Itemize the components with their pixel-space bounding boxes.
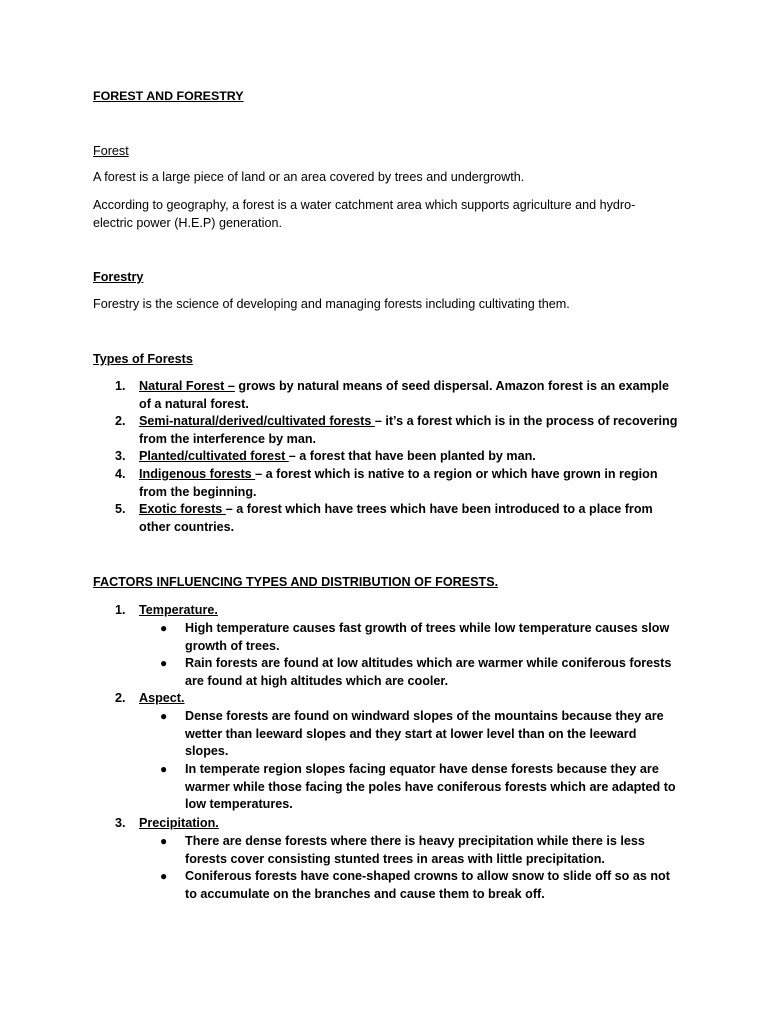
forestry-heading: Forestry xyxy=(93,270,144,284)
type-term: Semi-natural/derived/cultivated forests xyxy=(139,414,375,428)
type-term: Natural Forest – xyxy=(139,379,235,393)
factors-heading: FACTORS INFLUENCING TYPES AND DISTRIBUTION OF FORESTS. xyxy=(93,575,499,589)
page-title: FOREST AND FORESTRY xyxy=(93,89,244,103)
type-description: – a forest that have been planted by man. xyxy=(288,449,536,463)
bullet-icon: ● xyxy=(160,869,168,883)
bullet-icon: ● xyxy=(160,621,168,635)
list-number: 1. xyxy=(115,603,126,617)
type-description: – it’s a forest which is in the process of recovering from the interference by man. xyxy=(139,414,678,446)
bullet-text: Coniferous forests have cone-shaped crowns to allow snow to slide off so as not to accumulate on the branches and cause them to break off. xyxy=(185,869,670,901)
list-number: 5. xyxy=(115,502,126,516)
type-term: Planted/cultivated forest xyxy=(139,449,289,463)
types-heading: Types of Forests xyxy=(93,352,193,366)
forest-geography-definition: According to geography, a forest is a water catchment area which supports agriculture and hydro-electric power (H.E.P) generation. xyxy=(93,198,636,230)
list-number: 2. xyxy=(115,691,126,705)
factor-item-1 xyxy=(93,602,678,620)
factor-1-bullet-1 xyxy=(93,620,678,655)
forest-heading: Forest xyxy=(93,144,129,158)
type-item-4 xyxy=(93,466,678,501)
bullet-icon: ● xyxy=(160,709,168,723)
forestry-definition: Forestry is the science of developing and managing forests including cultivating them. xyxy=(93,297,570,311)
factor-term: Temperature. xyxy=(139,603,218,617)
type-item-3 xyxy=(93,448,678,466)
type-term: Exotic forests xyxy=(139,502,226,516)
factor-item-2 xyxy=(93,690,678,708)
bullet-text: Rain forests are found at low altitudes which are warmer while coniferous forests are found at high altitudes which are cooler. xyxy=(185,656,672,688)
type-item-2 xyxy=(93,413,678,448)
list-number: 4. xyxy=(115,467,126,481)
list-number: 3. xyxy=(115,816,126,830)
list-number: 3. xyxy=(115,449,126,463)
type-item-1 xyxy=(93,378,678,413)
factor-1-bullet-2 xyxy=(93,655,678,690)
factor-term: Aspect. xyxy=(139,691,185,705)
factor-2-bullet-1 xyxy=(93,708,678,761)
bullet-text: In temperate region slopes facing equator have dense forests because they are warmer while those facing the poles have coniferous forests which are adapted to low temperatures. xyxy=(185,762,676,812)
bullet-text: Dense forests are found on windward slopes of the mountains because they are wetter than leeward slopes and they start at lower level than on the leeward slopes. xyxy=(185,709,664,759)
factor-item-3 xyxy=(93,815,678,833)
type-description: grows by natural means of seed dispersal. Amazon forest is an example of a natural forest. xyxy=(139,379,670,411)
factor-3-bullet-2 xyxy=(93,868,678,903)
factor-3-bullet-1 xyxy=(93,833,678,868)
type-term: Indigenous forests xyxy=(139,467,256,481)
type-description: – a forest which is native to a region or which have grown in region from the beginning. xyxy=(139,467,658,499)
forest-definition: A forest is a large piece of land or an area covered by trees and undergrowth. xyxy=(93,170,525,184)
factor-term: Precipitation. xyxy=(139,816,219,830)
bullet-icon: ● xyxy=(160,656,168,670)
type-description: – a forest which have trees which have been introduced to a place from other countries. xyxy=(139,502,653,534)
list-number: 1. xyxy=(115,379,126,393)
bullet-icon: ● xyxy=(160,834,168,848)
bullet-text: High temperature causes fast growth of trees while low temperature causes slow growth of trees. xyxy=(185,621,670,653)
list-number: 2. xyxy=(115,414,126,428)
factor-2-bullet-2 xyxy=(93,761,678,814)
type-item-5 xyxy=(93,501,678,536)
bullet-icon: ● xyxy=(160,762,168,776)
bullet-text: There are dense forests where there is heavy precipitation while there is less forests cover consisting stunted trees in areas with little precipitation. xyxy=(185,834,645,866)
